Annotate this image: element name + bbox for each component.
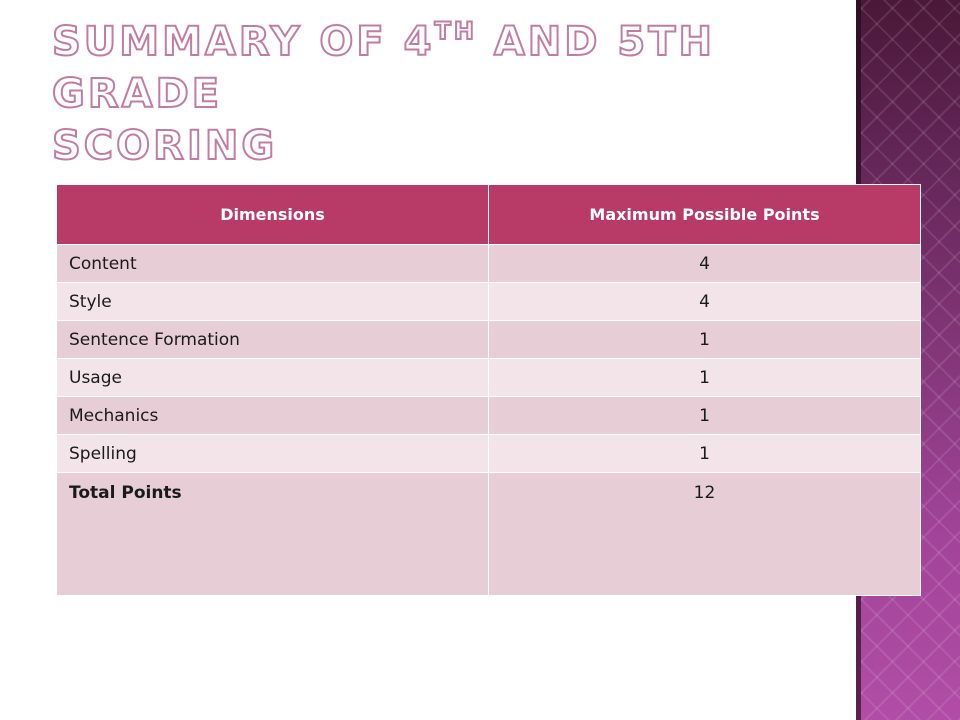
dimension-cell: Mechanics <box>57 397 489 435</box>
dimension-cell: Usage <box>57 359 489 397</box>
table-row <box>57 435 921 473</box>
table-row <box>57 397 921 435</box>
table-row <box>57 245 921 283</box>
title-superscript: TH <box>434 17 477 45</box>
dimension-cell: Spelling <box>57 435 489 473</box>
total-label-cell: Total Points <box>57 473 489 596</box>
points-cell: 1 <box>489 321 921 359</box>
header-dimensions: Dimensions <box>57 185 489 245</box>
header-max-points: Maximum Possible Points <box>489 185 921 245</box>
table-row <box>57 283 921 321</box>
dimension-cell: Content <box>57 245 489 283</box>
table-row <box>57 321 921 359</box>
total-row <box>57 473 921 596</box>
dimension-cell: Style <box>57 283 489 321</box>
dimension-cell: Sentence Formation <box>57 321 489 359</box>
total-points-cell: 12 <box>489 473 921 596</box>
table-row <box>57 359 921 397</box>
table-header-row <box>57 185 921 245</box>
slide-title: SUMMARY OF 4TH AND 5TH GRADE SCORING <box>52 17 716 169</box>
points-cell: 1 <box>489 397 921 435</box>
points-cell: 4 <box>489 245 921 283</box>
points-cell: 1 <box>489 435 921 473</box>
points-cell: 4 <box>489 283 921 321</box>
points-cell: 1 <box>489 359 921 397</box>
scoring-table <box>56 184 921 596</box>
